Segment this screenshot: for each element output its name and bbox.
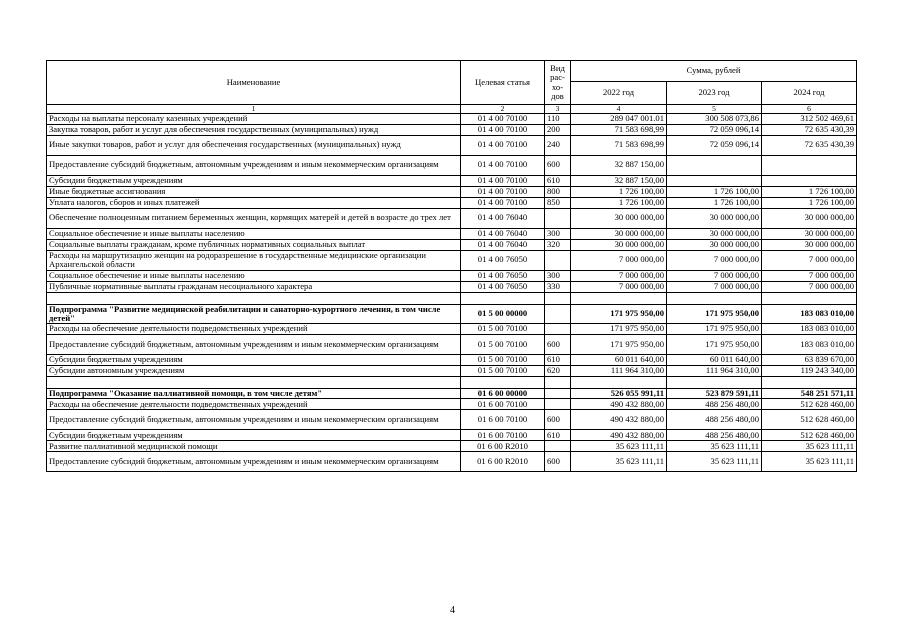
row-name-cell: Иные бюджетные ассигнования bbox=[47, 186, 461, 197]
table-row bbox=[47, 354, 857, 365]
row-target-article-cell: 01 4 00 70100 bbox=[461, 186, 545, 197]
row-amount-2024-cell bbox=[762, 175, 857, 186]
header-year-2024: 2024 год bbox=[762, 82, 857, 105]
row-target-article-cell: 01 4 00 70100 bbox=[461, 197, 545, 208]
row-expense-type-cell bbox=[545, 376, 571, 388]
row-target-article-cell: 01 5 00 70100 bbox=[461, 354, 545, 365]
table-row bbox=[47, 430, 857, 441]
budget-table bbox=[46, 60, 857, 472]
row-expense-type-cell: 110 bbox=[545, 113, 571, 124]
row-amount-2022-cell: 289 047 001.01 bbox=[571, 113, 667, 124]
table-row bbox=[47, 410, 857, 430]
row-amount-2023-cell: 1 726 100,00 bbox=[667, 197, 762, 208]
row-expense-type-cell bbox=[545, 388, 571, 398]
row-name-cell: Уплата налогов, сборов и иных платежей bbox=[47, 197, 461, 208]
row-amount-2022-cell: 71 583 698,99 bbox=[571, 124, 667, 135]
row-amount-2023-cell bbox=[667, 376, 762, 388]
row-expense-type-cell bbox=[545, 250, 571, 270]
row-name-cell: Закупка товаров, работ и услуг для обеспечения государственных (муниципальных) нужд bbox=[47, 124, 461, 135]
column-number: 3 bbox=[545, 105, 571, 114]
row-expense-type-cell: 600 bbox=[545, 452, 571, 472]
row-expense-type-cell: 200 bbox=[545, 124, 571, 135]
table-row bbox=[47, 399, 857, 410]
row-amount-2024-cell: 512 628 460,00 bbox=[762, 430, 857, 441]
row-amount-2022-cell: 171 975 950,00 bbox=[571, 334, 667, 354]
row-name-cell: Субсидии бюджетным учреждениям bbox=[47, 175, 461, 186]
table-row bbox=[47, 135, 857, 155]
row-amount-2023-cell: 30 000 000,00 bbox=[667, 208, 762, 228]
row-expense-type-cell bbox=[545, 304, 571, 323]
row-name-cell: Расходы на маршрутизацию женщин на родоразрешение в государственные медицинские организации Архангельской области bbox=[47, 250, 461, 270]
row-name-cell: Предоставление субсидий бюджетным, автономным учреждениям и иным некоммерческим организациям bbox=[47, 452, 461, 472]
row-target-article-cell: 01 4 00 70100 bbox=[461, 135, 545, 155]
row-name-cell: Подпрограмма "Оказание паллиативной помощи, в том числе детям" bbox=[47, 388, 461, 398]
row-name-cell: Субсидии бюджетным учреждениям bbox=[47, 430, 461, 441]
table-row bbox=[47, 334, 857, 354]
row-amount-2023-cell: 488 256 480,00 bbox=[667, 410, 762, 430]
subprogram-row bbox=[47, 304, 857, 323]
row-target-article-cell: 01 4 00 76050 bbox=[461, 250, 545, 270]
row-amount-2024-cell bbox=[762, 292, 857, 304]
row-name-cell: Развитие паллиативной медицинской помощи bbox=[47, 441, 461, 452]
row-amount-2022-cell: 32 887 150,00 bbox=[571, 175, 667, 186]
row-amount-2023-cell: 30 000 000,00 bbox=[667, 228, 762, 239]
row-amount-2022-cell: 7 000 000,00 bbox=[571, 270, 667, 281]
table-row bbox=[47, 239, 857, 250]
header-target-article: Целевая статья bbox=[461, 61, 545, 105]
row-amount-2022-cell: 7 000 000,00 bbox=[571, 250, 667, 270]
row-amount-2022-cell: 1 726 100,00 bbox=[571, 197, 667, 208]
row-amount-2022-cell: 30 000 000,00 bbox=[571, 239, 667, 250]
row-amount-2024-cell bbox=[762, 155, 857, 175]
row-amount-2023-cell: 35 623 111,11 bbox=[667, 441, 762, 452]
row-name-cell: Подпрограмма "Развитие медицинской реабилитации и санаторно-курортного лечения, в том числе детей" bbox=[47, 304, 461, 323]
row-amount-2024-cell: 63 839 670,00 bbox=[762, 354, 857, 365]
row-amount-2023-cell: 171 975 950,00 bbox=[667, 304, 762, 323]
row-amount-2022-cell: 171 975 950,00 bbox=[571, 304, 667, 323]
row-amount-2022-cell bbox=[571, 292, 667, 304]
row-amount-2023-cell: 1 726 100,00 bbox=[667, 186, 762, 197]
row-target-article-cell: 01 6 00 70100 bbox=[461, 430, 545, 441]
row-name-cell: Расходы на выплаты персоналу казенных учреждений bbox=[47, 113, 461, 124]
row-amount-2023-cell: 523 879 591,11 bbox=[667, 388, 762, 398]
row-target-article-cell: 01 6 00 00000 bbox=[461, 388, 545, 398]
row-expense-type-cell bbox=[545, 323, 571, 334]
row-target-article-cell: 01 5 00 70100 bbox=[461, 365, 545, 376]
row-name-cell: Социальные выплаты гражданам, кроме публичных нормативных социальных выплат bbox=[47, 239, 461, 250]
row-name-cell: Расходы на обеспечение деятельности подведомственных учреждений bbox=[47, 323, 461, 334]
row-expense-type-cell: 300 bbox=[545, 228, 571, 239]
row-expense-type-cell: 320 bbox=[545, 239, 571, 250]
row-name-cell bbox=[47, 292, 461, 304]
row-target-article-cell bbox=[461, 292, 545, 304]
row-amount-2024-cell: 183 083 010,00 bbox=[762, 323, 857, 334]
row-target-article-cell: 01 4 00 76050 bbox=[461, 281, 545, 292]
row-amount-2022-cell: 171 975 950,00 bbox=[571, 323, 667, 334]
row-target-article-cell: 01 4 00 76040 bbox=[461, 208, 545, 228]
column-number: 5 bbox=[667, 105, 762, 114]
row-amount-2024-cell: 183 083 010,00 bbox=[762, 304, 857, 323]
row-name-cell: Предоставление субсидий бюджетным, автономным учреждениям и иным некоммерческим организациям bbox=[47, 155, 461, 175]
row-amount-2024-cell: 548 251 571,11 bbox=[762, 388, 857, 398]
row-expense-type-cell: 600 bbox=[545, 410, 571, 430]
row-expense-type-cell bbox=[545, 441, 571, 452]
row-amount-2022-cell: 71 583 698,99 bbox=[571, 135, 667, 155]
row-expense-type-cell: 850 bbox=[545, 197, 571, 208]
table-row bbox=[47, 197, 857, 208]
row-name-cell: Иные закупки товаров, работ и услуг для обеспечения государственных (муниципальных) нужд bbox=[47, 135, 461, 155]
row-amount-2023-cell: 7 000 000,00 bbox=[667, 270, 762, 281]
row-amount-2022-cell: 35 623 111,11 bbox=[571, 452, 667, 472]
row-expense-type-cell: 610 bbox=[545, 175, 571, 186]
row-amount-2023-cell bbox=[667, 175, 762, 186]
row-amount-2024-cell: 119 243 340,00 bbox=[762, 365, 857, 376]
row-amount-2024-cell: 512 628 460,00 bbox=[762, 399, 857, 410]
row-amount-2023-cell: 488 256 480,00 bbox=[667, 399, 762, 410]
table-row bbox=[47, 270, 857, 281]
row-amount-2024-cell: 7 000 000,00 bbox=[762, 281, 857, 292]
row-amount-2024-cell: 312 502 469,61 bbox=[762, 113, 857, 124]
row-target-article-cell: 01 6 00 R2010 bbox=[461, 441, 545, 452]
column-number: 1 bbox=[47, 105, 461, 114]
table-row bbox=[47, 281, 857, 292]
row-amount-2024-cell: 72 635 430,39 bbox=[762, 135, 857, 155]
row-target-article-cell: 01 5 00 00000 bbox=[461, 304, 545, 323]
table-row bbox=[47, 452, 857, 472]
row-expense-type-cell: 600 bbox=[545, 334, 571, 354]
row-target-article-cell: 01 4 00 70100 bbox=[461, 124, 545, 135]
row-name-cell: Социальное обеспечение и иные выплаты населению bbox=[47, 228, 461, 239]
row-expense-type-cell: 300 bbox=[545, 270, 571, 281]
row-amount-2023-cell: 60 011 640,00 bbox=[667, 354, 762, 365]
row-target-article-cell: 01 4 00 70100 bbox=[461, 155, 545, 175]
row-expense-type-cell: 330 bbox=[545, 281, 571, 292]
header-expense-type: Вид рас-хо-дов bbox=[545, 61, 571, 105]
row-amount-2022-cell: 30 000 000,00 bbox=[571, 208, 667, 228]
row-amount-2022-cell: 111 964 310,00 bbox=[571, 365, 667, 376]
row-amount-2024-cell: 35 623 111,11 bbox=[762, 452, 857, 472]
row-expense-type-cell bbox=[545, 292, 571, 304]
row-expense-type-cell bbox=[545, 208, 571, 228]
subprogram-row bbox=[47, 388, 857, 398]
page-number: 4 bbox=[450, 605, 455, 616]
row-amount-2022-cell: 490 432 880,00 bbox=[571, 410, 667, 430]
row-amount-2024-cell: 1 726 100,00 bbox=[762, 186, 857, 197]
row-amount-2024-cell: 7 000 000,00 bbox=[762, 270, 857, 281]
row-name-cell: Предоставление субсидий бюджетным, автономным учреждениям и иным некоммерческим организациям bbox=[47, 334, 461, 354]
row-expense-type-cell: 800 bbox=[545, 186, 571, 197]
table-row bbox=[47, 124, 857, 135]
table-row bbox=[47, 441, 857, 452]
row-amount-2022-cell: 490 432 880,00 bbox=[571, 430, 667, 441]
row-amount-2022-cell: 7 000 000,00 bbox=[571, 281, 667, 292]
row-expense-type-cell bbox=[545, 399, 571, 410]
row-amount-2022-cell: 526 055 991,11 bbox=[571, 388, 667, 398]
row-name-cell: Субсидии автономным учреждениям bbox=[47, 365, 461, 376]
row-amount-2023-cell: 171 975 950,00 bbox=[667, 334, 762, 354]
row-amount-2023-cell: 111 964 310,00 bbox=[667, 365, 762, 376]
row-amount-2024-cell: 35 623 111,11 bbox=[762, 441, 857, 452]
spacer-row bbox=[47, 292, 857, 304]
row-target-article-cell: 01 4 00 76040 bbox=[461, 239, 545, 250]
row-amount-2024-cell: 72 635 430,39 bbox=[762, 124, 857, 135]
row-amount-2024-cell: 30 000 000,00 bbox=[762, 228, 857, 239]
row-target-article-cell: 01 4 00 70100 bbox=[461, 175, 545, 186]
row-amount-2023-cell: 30 000 000,00 bbox=[667, 239, 762, 250]
row-amount-2023-cell: 35 623 111,11 bbox=[667, 452, 762, 472]
row-amount-2022-cell: 30 000 000,00 bbox=[571, 228, 667, 239]
row-amount-2023-cell bbox=[667, 292, 762, 304]
table-row bbox=[47, 175, 857, 186]
row-name-cell: Расходы на обеспечение деятельности подведомственных учреждений bbox=[47, 399, 461, 410]
row-amount-2024-cell: 30 000 000,00 bbox=[762, 208, 857, 228]
row-expense-type-cell: 620 bbox=[545, 365, 571, 376]
table-row bbox=[47, 250, 857, 270]
table-row bbox=[47, 323, 857, 334]
column-number: 6 bbox=[762, 105, 857, 114]
row-name-cell: Обеспечение полноценным питанием беременных женщин, кормящих матерей и детей в возрасте до трех лет bbox=[47, 208, 461, 228]
row-amount-2023-cell: 7 000 000,00 bbox=[667, 250, 762, 270]
column-number: 4 bbox=[571, 105, 667, 114]
row-amount-2022-cell: 35 623 111,11 bbox=[571, 441, 667, 452]
row-target-article-cell: 01 5 00 70100 bbox=[461, 334, 545, 354]
row-target-article-cell: 01 6 00 70100 bbox=[461, 410, 545, 430]
table-row bbox=[47, 155, 857, 175]
row-amount-2024-cell: 183 083 010,00 bbox=[762, 334, 857, 354]
row-target-article-cell bbox=[461, 376, 545, 388]
row-amount-2023-cell: 72 059 096,14 bbox=[667, 124, 762, 135]
row-target-article-cell: 01 6 00 R2010 bbox=[461, 452, 545, 472]
row-amount-2022-cell: 60 011 640,00 bbox=[571, 354, 667, 365]
row-amount-2023-cell: 72 059 096,14 bbox=[667, 135, 762, 155]
row-name-cell: Публичные нормативные выплаты гражданам несоциального характера bbox=[47, 281, 461, 292]
row-amount-2024-cell bbox=[762, 376, 857, 388]
row-amount-2023-cell: 300 508 073,86 bbox=[667, 113, 762, 124]
header-year-2022: 2022 год bbox=[571, 82, 667, 105]
row-name-cell bbox=[47, 376, 461, 388]
header-name: Наименование bbox=[47, 61, 461, 105]
table-row bbox=[47, 228, 857, 239]
row-amount-2024-cell: 30 000 000,00 bbox=[762, 239, 857, 250]
row-amount-2024-cell: 7 000 000,00 bbox=[762, 250, 857, 270]
row-amount-2023-cell bbox=[667, 155, 762, 175]
row-name-cell: Субсидии бюджетным учреждениям bbox=[47, 354, 461, 365]
header-sum: Сумма, рублей bbox=[571, 61, 857, 82]
row-amount-2022-cell: 1 726 100,00 bbox=[571, 186, 667, 197]
table-row bbox=[47, 186, 857, 197]
row-expense-type-cell: 600 bbox=[545, 155, 571, 175]
column-number: 2 bbox=[461, 105, 545, 114]
table-row bbox=[47, 208, 857, 228]
row-expense-type-cell: 240 bbox=[545, 135, 571, 155]
header-year-2023: 2023 год bbox=[667, 82, 762, 105]
row-target-article-cell: 01 5 00 70100 bbox=[461, 323, 545, 334]
row-amount-2022-cell bbox=[571, 376, 667, 388]
table-body bbox=[47, 113, 857, 472]
row-amount-2022-cell: 32 887 150,00 bbox=[571, 155, 667, 175]
row-amount-2024-cell: 512 628 460,00 bbox=[762, 410, 857, 430]
row-name-cell: Предоставление субсидий бюджетным, автономным учреждениям и иным некоммерческим организациям bbox=[47, 410, 461, 430]
row-expense-type-cell: 610 bbox=[545, 430, 571, 441]
row-expense-type-cell: 610 bbox=[545, 354, 571, 365]
row-target-article-cell: 01 4 00 76050 bbox=[461, 270, 545, 281]
row-amount-2022-cell: 490 432 880,00 bbox=[571, 399, 667, 410]
row-amount-2023-cell: 171 975 950,00 bbox=[667, 323, 762, 334]
row-name-cell: Социальное обеспечение и иные выплаты населению bbox=[47, 270, 461, 281]
row-amount-2023-cell: 488 256 480,00 bbox=[667, 430, 762, 441]
spacer-row bbox=[47, 376, 857, 388]
row-target-article-cell: 01 4 00 76040 bbox=[461, 228, 545, 239]
table-row bbox=[47, 113, 857, 124]
table-row bbox=[47, 365, 857, 376]
row-target-article-cell: 01 4 00 70100 bbox=[461, 113, 545, 124]
row-target-article-cell: 01 6 00 70100 bbox=[461, 399, 545, 410]
row-amount-2023-cell: 7 000 000,00 bbox=[667, 281, 762, 292]
row-amount-2024-cell: 1 726 100,00 bbox=[762, 197, 857, 208]
